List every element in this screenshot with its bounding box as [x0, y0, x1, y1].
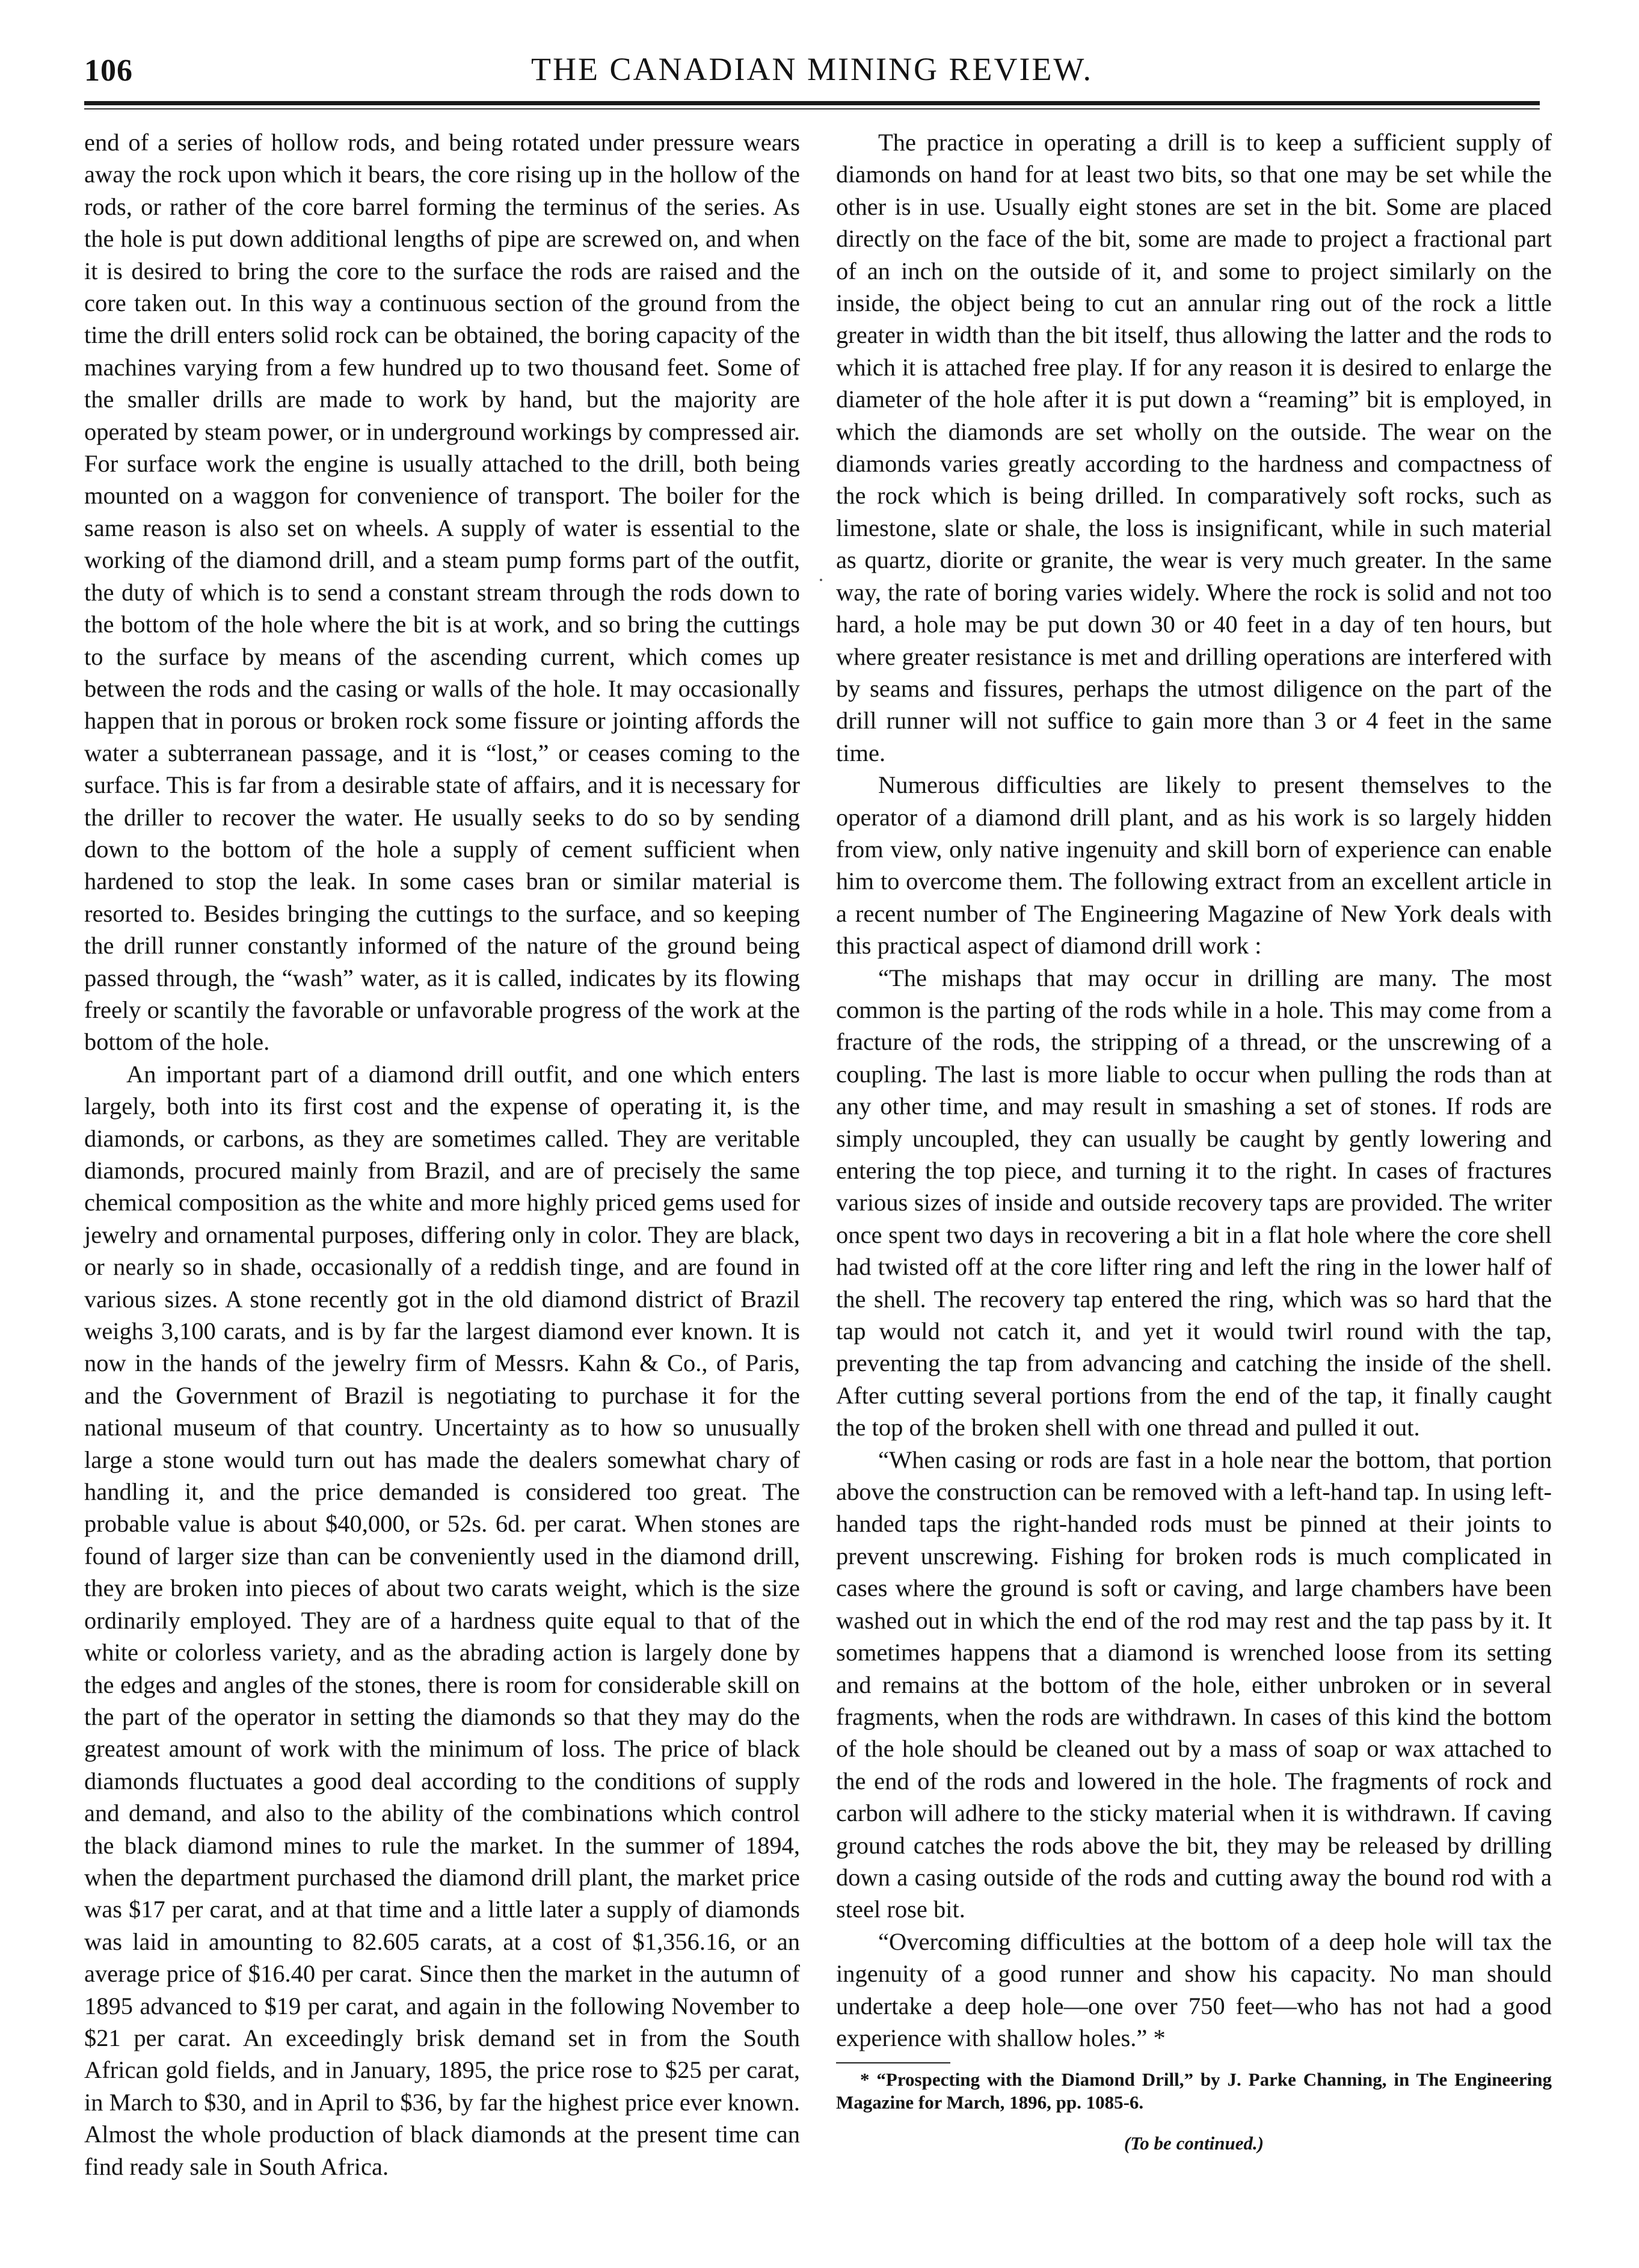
- header-rule-thin: [84, 108, 1540, 109]
- footnote-rule: [836, 2062, 950, 2063]
- paragraph: An important part of a diamond drill outfit, and one which enters largely, both into its first cost and the expense of operating it, is the diamonds, or carbons, as they are sometimes called. They are veritable diamonds, procured mainly from Brazil, and are of precisely the same chemical composition as the white and more highly priced gems used for jewelry and ornamental purposes, differing only in color. They are black, or nearly so in shade, occasionally of a reddish tinge, and are found in various sizes. A stone recently got in the old diamond district of Brazil weighs 3,100 carats, and is by far the largest diamond ever known. It is now in the hands of the jewelry firm of Messrs. Kahn & Co., of Paris, and the Government of Brazil is negotiating to purchase it for the national museum of that country. Uncertainty as to how so unusually large a stone would turn out has made the dealers somewhat chary of handling it, and the price demanded is considered too great. The probable value is about $40,000, or 52s. 6d. per carat. When stones are found of larger size than can be conveniently used in the diamond drill, they are broken into pieces of about two carats weight, which is the size ordinarily employed. They are of a hardness quite equal to that of the white or colorless variety, and as the abrading action is largely done by the edges and angles of the stones, there is room for considerable skill on the part of the operator in setting the diamonds so that they may do the greatest amount of work with the minimum of loss. The price of black diamonds fluctuates a good deal according to the conditions of supply and demand, and also to the ability of the combinations which control the black diamond mines to rule the market. In the summer of 1894, when the department purchased the diamond drill plant, the market price was $17 per carat, and at that time and a little later a supply of diamonds was laid in amounting to 82.605 carats, at a cost of $1,356.16, or an average price of $16.40 per carat. Since then the market in the autumn of 1895 advanced to $19 per carat, and again in the following November to $21 per carat. An exceedingly brisk demand set in from the South African gold fields, and in January, 1895, the price rose to $25 per carat, in March to $30, and in April to $36, by far the highest price ever known. Almost the whole production of black diamonds at the present time can find ready sale in South Africa.: [84, 1060, 800, 2180]
- quoted-paragraph: “Overcoming difficulties at the bottom of a deep hole will tax the ingenuity of a good runner and show his capacity. No man should undertake a deep hole—one over 750 feet—who has not had a good experience with shallow holes.” *: [836, 1927, 1552, 2051]
- page-header: [84, 42, 1540, 96]
- footnote: * “Prospecting with the Diamond Drill,” by J. Parke Channing, in The Engineering Magazine for March, 1896, pp. 1085-6.: [836, 2069, 1552, 2113]
- left-column: [84, 126, 800, 2183]
- quoted-paragraph: “The mishaps that may occur in drilling are many. The most common is the parting of the rods while in a hole. This may come from a fracture of the rods, the stripping of a thread, or the unscrewing of a coupling. The last is more liable to occur when pulling the rods than at any other time, and may result in smashing a set of stones. If rods are simply uncoupled, they can usually be caught by gently lowering and entering the top piece, and turning it to the right. In cases of fractures various sizes of inside and outside recovery taps are provided. The writer once spent two days in recovering a bit in a flat hole where the core shell had twisted off at the core lifter ring and left the ring in the lower half of the shell. The recovery tap entered the ring, which was so hard that the tap would not catch it, and yet it would twirl round with the tap, preventing the tap from advancing and catching the inside of the shell. After cutting several portions from the end of the tap, it finally caught the top of the broken shell with one thread and pulled it out.: [836, 964, 1552, 1441]
- page-number: 106: [84, 54, 133, 88]
- right-column: [836, 126, 1552, 2160]
- paragraph: Numerous difficulties are likely to present themselves to the operator of a diamond drill plant, and as his work is so largely hidden from view, only native ingenuity and skill born of experience can enable him to overcome them. The following extract from an excellent article in a recent number of The Engineering Magazine of New York deals with this practical aspect of diamond drill work :: [836, 771, 1552, 960]
- continued-note: (To be continued.): [1124, 2133, 1264, 2154]
- journal-title: THE CANADIAN MINING REVIEW.: [531, 51, 1093, 87]
- paragraph: The practice in operating a drill is to keep a sufficient supply of diamonds on hand for at least two bits, so that one may be set while the other is in use. Usually eight stones are set in the bit. Some are placed directly on the face of the bit, some are made to project a fractional part of an inch on the outside of it, and some to project similarly on the inside, the object being to cut an annular ring out of the rock a little greater in width than the bit itself, thus allowing the latter and the rods to which it is attached free play. If for any reason it is desired to enlarge the diameter of the hole after it is put down a “reaming” bit is employed, in which the diamonds are set wholly on the outside. The wear on the diamonds varies greatly according to the hardness and compactness of the rock which is being drilled. In comparatively soft rocks, such as limestone, slate or shale, the loss is insignificant, while in such material as quartz, diorite or granite, the wear is very much greater. In the same way, the rate of boring varies widely. Where the rock is solid and not too hard, a hole may be put down 30 or 40 feet in a day of ten hours, but where greater resistance is met and drilling operations are interfered with by seams and fissures, perhaps the utmost diligence on the part of the drill runner will not suffice to gain more than 3 or 4 feet in the same time.: [836, 129, 1552, 766]
- paragraph: end of a series of hollow rods, and being rotated under pressure wears away the rock upon which it bears, the core rising up in the hollow of the rods, or rather of the core barrel forming the terminus of the series. As the hole is put down additional lengths of pipe are screwed on, and when it is desired to bring the core to the surface the rods are raised and the core taken out. In this way a continuous section of the ground from the time the drill enters solid rock can be obtained, the boring capacity of the machines varying from a few hundred up to two thousand feet. Some of the smaller drills are made to work by hand, but the majority are operated by steam power, or in underground workings by compressed air. For surface work the engine is usually attached to the drill, both being mounted on a waggon for convenience of transport. The boiler for the same reason is also set on wheels. A supply of water is essential to the working of the diamond drill, and a steam pump forms part of the outfit, the duty of which is to send a constant stream through the rods down to the bottom of the hole where the bit is at work, and so bring the cuttings to the surface by means of the ascending current, which comes up between the rods and the casing or walls of the hole. It may occasionally happen that in porous or broken rock some fissure or jointing affords the water a subterranean passage, and it is “lost,” or ceases coming to the surface. This is far from a desirable state of affairs, and it is necessary for the driller to recover the water. He usually seeks to do so by sending down to the bottom of the hole a supply of cement sufficient when hardened to stop the leak. In some cases bran or similar material is resorted to. Besides bringing the cuttings to the surface, and so keeping the drill runner constantly informed of the nature of the ground being passed through, the “wash” water, as it is called, indicates by its flowing freely or scantily the favorable or unfavorable progress of the work at the bottom of the hole.: [84, 129, 800, 1056]
- quoted-paragraph: “When casing or rods are fast in a hole near the bottom, that portion above the construction can be removed with a left-hand tap. In using left-handed taps the right-handed rods must be pinned at their joints to prevent unscrewing. Fishing for broken rods is much complicated in cases where the ground is soft or caving, and large chambers have been washed out in which the end of the rod may rest and the tap pass by it. It sometimes happens that a diamond is wrenched loose from its setting and remains at the bottom of the hole, either unbroken or in several fragments, when the rods are withdrawn. In cases of this kind the bottom of the hole should be cleaned out by a mass of soap or wax attached to the end of the rods and lowered in the hole. The fragments of rock and carbon will adhere to the sticky material when it is withdrawn. If caving ground catches the rods above the bit, they may be released by drilling down a casing outside of the rods and cutting away the bound rod with a steel rose bit.: [836, 1446, 1552, 1923]
- header-rule-thick: [84, 101, 1540, 105]
- column-divider-mark: [820, 579, 822, 581]
